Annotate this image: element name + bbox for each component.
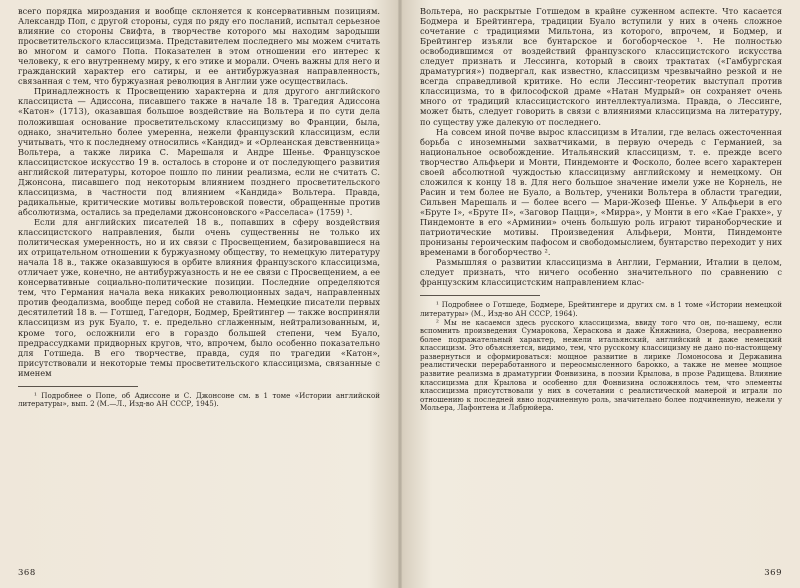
left-paragraph-2: Принадлежность к Просвещению характерна и для другого английского классициста — Адиссона, писавшего также в начале 18 в. Трагедия Адиссона «Катон» (1713), оказавшая большое воздействие на Вольтера и по сути дела положившая основание просветительскому классицизму во Франции, была, однако, значительно более умеренна, нежели французский классицизм, если учитывать, что к последнему относились «Кандид» и «Орлеанская девственница» Вольтера, а также лирика С. Марешаля и Андре Шенье. Французское классицистское искусство 19 в. осталось в стороне и от последующего развития английской литературы, которое пошло по линии реализма, если не считать С. Джонсона, писавшего под некоторым влиянием позднего просветительского классицизма, в частности под влиянием «Кандида» Вольтера. Правда, радикальные, критические мотивы вольтеровской повести, обращенные против абсолютизма, остались за пределами джонсоновского «Расселаса» (1759) ¹. [18, 86, 380, 217]
left-page [18, 6, 380, 578]
right-page-number: 369 [764, 568, 782, 578]
right-paragraph-1: Вольтера, но раскрытые Готшедом в крайне суженном аспекте. Что касается Бодмера и Брейтингера, традиции Буало вступили у них в очень сложное сочетание с традициями Мильтона, из которого, впрочем, и Бодмер, и Брейтингер изъяли все бунтарское и богоборческое ¹. Не полностью освободившимся от воздействий французского классицистского искусства следует признать и Лессинга, который в своих трактатах («Гамбургская драматургия») подвергал, как известно, классицизм чрезвычайно резкой и не всегда справедливой критике. Но если Лессинг-теоретик выступал против классицизма, то в философской драме «Натан Мудрый» он сохраняет очень много от традиций классицистского интеллектуализма. Правда, о Лессинге, может быть, следует говорить в связи с влияниями классицизма на литературу, по существу уже далекую от последнего. [420, 6, 782, 127]
right-page [420, 6, 782, 578]
right-paragraph-2: На совсем иной почве вырос классицизм в Италии, где велась ожесточенная борьба с иноземными захватчиками, в первую очередь с Германией, за национальное освобождение. Итальянский классицизм, т. е. прежде всего творчество Альфьери и Монти, Пиндемонте и Фосколо, более всего характерен своей абсолютной чуждостью классицизму английскому и немецкому. Он сложился к концу 18 в. Для него большое значение имели уже не Корнель, не Расин и тем более не Буало, а Вольтер, ученики Вольтера в области трагедии, Сильвен Марешаль и — более всего — Мари-Жозеф Шенье. У Альфьери в его «Бруте I», «Бруте II», «Заговор Пацци», «Мирра», у Монти в его «Кае Гракхе», у Пиндемонте в его «Арминии» очень большую роль играют тираноборческие и патриотические мотивы. Произведения Альфьери, Монти, Пиндемонте пронизаны героическим пафосом и свободомыслием, бунтарство переходит у них временами в богоборчество ². [420, 126, 782, 258]
left-paragraph-1: всего порядка мироздания и вообще склоняется к консервативным позициям. Александр Поп, с другой стороны, судя по ряду его посланий, испытал серьезное влияние со стороны Свифта, в творчестве которого мы находим зародыши просветительского классицизма. Представителем последнего мы можем считать во многом и самого Попа. Показателен в этом отношении его интерес к человеку, к его внутреннему миру, к его этике и морали. Очень важны для него и гражданский характер его сатиры, и ее антибуржуазная направленность, связанная с тем, что буржуазная революция в Англии уже осуществилась. [18, 6, 380, 87]
book-gutter [398, 0, 402, 588]
footnote-rule [420, 295, 540, 296]
left-footnote-1: ¹ Подробнее о Попе, об Адиссоне и С. Джонсоне см. в 1 томе «Истории английской литературы», вып. 2 (М.—Л., Изд-во АН СССР, 1945). [18, 390, 380, 409]
right-footnotes [420, 301, 782, 413]
left-paragraph-3: Если для английских писателей 18 в., попавших в сферу воздействия классицистского направления, были очень существенны не только их политическая умеренность, но и их связи с Просвещением, базировавшиеся на их отрицательном отношении к буржуазному обществу, то немецкую литературу начала 18 в., также оказавшуюся в орбите влияния французского классицизма, отличает уже, конечно, не антибуржуазность и не ее связи с Просвещением, а ее консервативные социально-политические позиции. Последние определяются тем, что Германия начала века никаких революционных задач, направленных против феодализма, вообще перед собой не ставила. Немецкие писатели первых десятилетий 18 в. — Готшед, Гагедорн, Бодмер, Брейтингер — также восприняли классицизм из рук Буало, т. е. предельно сглаженным, нейтрализованным, и, кроме того, осложнили его в гораздо большей степени, чем Буало, предрассудками придворных кругов, что, впрочем, было особенно показательно для Готшеда. В его творчестве, правда, судя по трагедии «Катон», присутствовали и некоторые темы просветительского классицизма, связанные с именем [18, 216, 380, 378]
right-footnote-2: ² Мы не касаемся здесь русского классицизма, ввиду того что он, по-нашему, если вспомнить произведения Сумарокова, Хераскова и даже Княжнина, Озерова, несравненно более подражательный характер, нежели итальянский, английский и даже немецкий классицизм. Это объясняется, видимо, тем, что русскому классицизму не дано по-настоящему развернуться и сформироваться: мощное развитие в лирике Ломоносова и Державина реалистически переработанного и переосмысленного барокко, а также не менее мощное развитие реализма в драматургии Фонвизина, в поэзии Крылова, в прозе Радищева. Влияние классицизма для Крылова и особенно для Фонвизина осложнялось тем, что элементы классицизма присутствовали у них в сочетании с реалистической манерой и играли по отношению к последней явно подчиненную роль, значительно более подчиненную, нежели у Мольера, Лафонтена и Лабрюйера. [420, 317, 782, 413]
left-page-number: 368 [18, 568, 36, 578]
footnote-rule [18, 386, 138, 387]
left-footnotes [18, 392, 380, 409]
right-page-body [420, 6, 782, 287]
right-footnote-1: ¹ Подробнее о Готшеде, Бодмере, Брейтингере и других см. в 1 томе «Истории немецкой литературы» (М., Изд-во АН СССР, 1964). [420, 300, 782, 318]
left-page-body [18, 6, 380, 378]
right-paragraph-3: Размышляя о развитии классицизма в Англии, Германии, Италии в целом, следует признать, что ничего особенно значительного по сравнению с французским классицистским направлением клас- [420, 257, 782, 288]
